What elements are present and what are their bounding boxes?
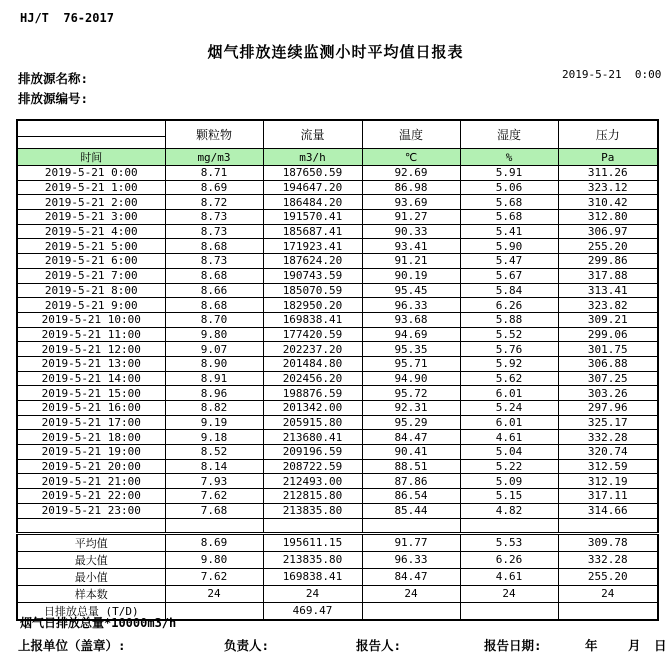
time-cell: 2019-5-21 11:00 — [17, 327, 165, 342]
value-cell: 94.90 — [362, 371, 460, 386]
value-cell: 213835.80 — [263, 503, 362, 518]
table-row — [17, 401, 658, 416]
table-row — [17, 356, 658, 371]
value-cell: 332.28 — [558, 430, 658, 445]
summary-value-cell: 4.61 — [460, 568, 558, 585]
value-cell: 5.09 — [460, 474, 558, 489]
time-cell: 2019-5-21 8:00 — [17, 283, 165, 298]
spacer-cell — [17, 518, 165, 533]
value-cell: 8.90 — [165, 356, 263, 371]
summary-value-cell: 6.26 — [460, 551, 558, 568]
value-cell: 8.73 — [165, 224, 263, 239]
daily-total-flow-note: 烟气日排放总量*10000m3/h — [20, 616, 177, 630]
value-cell: 8.68 — [165, 239, 263, 254]
time-cell: 2019-5-21 21:00 — [17, 474, 165, 489]
value-cell: 297.96 — [558, 401, 658, 416]
value-cell: 306.97 — [558, 224, 658, 239]
value-cell: 90.41 — [362, 445, 460, 460]
value-cell: 5.68 — [460, 210, 558, 225]
value-cell: 187624.20 — [263, 254, 362, 269]
value-cell: 313.41 — [558, 283, 658, 298]
value-cell: 8.14 — [165, 459, 263, 474]
value-cell: 299.86 — [558, 254, 658, 269]
value-cell: 96.33 — [362, 298, 460, 313]
time-cell: 2019-5-21 2:00 — [17, 195, 165, 210]
responsible-person-label: 负责人: — [224, 638, 270, 653]
value-cell: 299.06 — [558, 327, 658, 342]
summary-label-cell: 最小值 — [17, 568, 165, 585]
value-cell: 194647.20 — [263, 180, 362, 195]
value-cell: 95.71 — [362, 356, 460, 371]
table-row — [17, 195, 658, 210]
page-title: 烟气排放连续监测小时平均值日报表 — [207, 43, 464, 61]
unit-cell-particulate: mg/m3 — [165, 149, 263, 166]
value-cell: 177420.59 — [263, 327, 362, 342]
value-cell: 310.42 — [558, 195, 658, 210]
value-cell: 90.19 — [362, 268, 460, 283]
table-row — [17, 239, 658, 254]
time-cell: 2019-5-21 9:00 — [17, 298, 165, 313]
value-cell: 187650.59 — [263, 166, 362, 181]
value-cell: 212493.00 — [263, 474, 362, 489]
value-cell: 8.82 — [165, 401, 263, 416]
value-cell: 323.12 — [558, 180, 658, 195]
value-cell: 91.27 — [362, 210, 460, 225]
value-cell: 93.69 — [362, 195, 460, 210]
table-row — [17, 430, 658, 445]
value-cell: 320.74 — [558, 445, 658, 460]
value-cell: 317.11 — [558, 489, 658, 504]
summary-value-cell: 213835.80 — [263, 551, 362, 568]
value-cell: 9.07 — [165, 342, 263, 357]
value-cell: 185687.41 — [263, 224, 362, 239]
table-row — [17, 445, 658, 460]
table-row — [17, 474, 658, 489]
value-cell: 5.22 — [460, 459, 558, 474]
value-cell: 95.45 — [362, 283, 460, 298]
value-cell: 190743.59 — [263, 268, 362, 283]
value-cell: 92.31 — [362, 401, 460, 416]
column-header-particulate: 颗粒物 — [165, 120, 263, 149]
spacer-cell — [460, 518, 558, 533]
value-cell: 5.76 — [460, 342, 558, 357]
table-row — [17, 327, 658, 342]
report-datetime: 2019-5-21 0:00 — [562, 68, 662, 81]
time-cell: 2019-5-21 7:00 — [17, 268, 165, 283]
unit-cell-flow: m3/h — [263, 149, 362, 166]
value-cell: 9.80 — [165, 327, 263, 342]
time-cell: 2019-5-21 0:00 — [17, 166, 165, 181]
time-cell: 2019-5-21 16:00 — [17, 401, 165, 416]
value-cell: 5.84 — [460, 283, 558, 298]
value-cell: 5.67 — [460, 268, 558, 283]
table-header-row — [17, 120, 658, 137]
value-cell: 306.88 — [558, 356, 658, 371]
value-cell: 307.25 — [558, 371, 658, 386]
value-cell: 8.52 — [165, 445, 263, 460]
table-row — [17, 551, 658, 568]
value-cell: 5.06 — [460, 180, 558, 195]
value-cell: 8.72 — [165, 195, 263, 210]
summary-value-cell — [460, 602, 558, 620]
table-row — [17, 342, 658, 357]
value-cell: 171923.41 — [263, 239, 362, 254]
unit-cell-humidity: % — [460, 149, 558, 166]
table-row — [17, 415, 658, 430]
summary-value-cell — [558, 602, 658, 620]
table-row — [17, 459, 658, 474]
table-row — [17, 312, 658, 327]
summary-value-cell: 24 — [362, 585, 460, 602]
summary-value-cell: 9.80 — [165, 551, 263, 568]
table-row — [17, 268, 658, 283]
table-row — [17, 371, 658, 386]
emission-source-code-label: 排放源编号: — [18, 91, 89, 106]
value-cell: 8.96 — [165, 386, 263, 401]
day-label: 日 — [654, 638, 667, 653]
time-cell: 2019-5-21 12:00 — [17, 342, 165, 357]
summary-value-cell: 8.69 — [165, 533, 263, 551]
value-cell: 5.62 — [460, 371, 558, 386]
value-cell: 201484.80 — [263, 356, 362, 371]
summary-value-cell: 24 — [460, 585, 558, 602]
value-cell: 84.47 — [362, 430, 460, 445]
value-cell: 6.01 — [460, 386, 558, 401]
spacer-row — [17, 518, 658, 533]
summary-value-cell: 255.20 — [558, 568, 658, 585]
value-cell: 301.75 — [558, 342, 658, 357]
standard-code: HJ/T 76-2017 — [20, 11, 114, 25]
value-cell: 201342.00 — [263, 401, 362, 416]
column-header-humidity: 湿度 — [460, 120, 558, 149]
value-cell: 208722.59 — [263, 459, 362, 474]
value-cell: 5.52 — [460, 327, 558, 342]
value-cell: 7.62 — [165, 489, 263, 504]
value-cell: 5.41 — [460, 224, 558, 239]
summary-label-cell: 日排放总量 (T/D) — [17, 602, 165, 620]
value-cell: 185070.59 — [263, 283, 362, 298]
value-cell: 202456.20 — [263, 371, 362, 386]
value-cell: 86.54 — [362, 489, 460, 504]
value-cell: 314.66 — [558, 503, 658, 518]
summary-value-cell: 195611.15 — [263, 533, 362, 551]
time-cell: 2019-5-21 22:00 — [17, 489, 165, 504]
value-cell: 6.01 — [460, 415, 558, 430]
summary-value-cell: 24 — [165, 585, 263, 602]
value-cell: 182950.20 — [263, 298, 362, 313]
value-cell: 191570.41 — [263, 210, 362, 225]
value-cell: 9.18 — [165, 430, 263, 445]
value-cell: 8.66 — [165, 283, 263, 298]
column-header-flow: 流量 — [263, 120, 362, 149]
emission-source-name-label: 排放源名称: — [18, 71, 89, 86]
value-cell: 8.70 — [165, 312, 263, 327]
reporter-label: 报告人: — [356, 638, 402, 653]
value-cell: 325.17 — [558, 415, 658, 430]
value-cell: 95.29 — [362, 415, 460, 430]
unit-cell-pressure: Pa — [558, 149, 658, 166]
value-cell: 312.80 — [558, 210, 658, 225]
summary-value-cell — [362, 602, 460, 620]
value-cell: 198876.59 — [263, 386, 362, 401]
value-cell: 186484.20 — [263, 195, 362, 210]
value-cell: 9.19 — [165, 415, 263, 430]
spacer-cell — [558, 518, 658, 533]
value-cell: 90.33 — [362, 224, 460, 239]
summary-value-cell: 24 — [263, 585, 362, 602]
time-cell: 2019-5-21 3:00 — [17, 210, 165, 225]
month-label: 月 — [628, 638, 641, 653]
value-cell: 312.19 — [558, 474, 658, 489]
table-row — [17, 533, 658, 551]
time-cell: 2019-5-21 23:00 — [17, 503, 165, 518]
unit-cell-temperature: ℃ — [362, 149, 460, 166]
value-cell: 86.98 — [362, 180, 460, 195]
table-row — [17, 254, 658, 269]
summary-value-cell — [165, 602, 263, 620]
value-cell: 169838.41 — [263, 312, 362, 327]
value-cell: 5.47 — [460, 254, 558, 269]
value-cell: 95.72 — [362, 386, 460, 401]
summary-value-cell: 5.53 — [460, 533, 558, 551]
table-row — [17, 180, 658, 195]
summary-value-cell: 84.47 — [362, 568, 460, 585]
table-row — [17, 386, 658, 401]
summary-value-cell: 469.47 — [263, 602, 362, 620]
value-cell: 5.88 — [460, 312, 558, 327]
summary-value-cell: 96.33 — [362, 551, 460, 568]
year-label: 年 — [585, 638, 598, 653]
value-cell: 7.68 — [165, 503, 263, 518]
value-cell: 202237.20 — [263, 342, 362, 357]
table-row — [17, 585, 658, 602]
time-cell: 2019-5-21 10:00 — [17, 312, 165, 327]
value-cell: 323.82 — [558, 298, 658, 313]
column-header-pressure: 压力 — [558, 120, 658, 149]
summary-value-cell: 24 — [558, 585, 658, 602]
value-cell: 4.82 — [460, 503, 558, 518]
value-cell: 317.88 — [558, 268, 658, 283]
summary-value-cell: 169838.41 — [263, 568, 362, 585]
spacer-cell — [362, 518, 460, 533]
time-cell: 2019-5-21 1:00 — [17, 180, 165, 195]
value-cell: 93.41 — [362, 239, 460, 254]
time-cell: 2019-5-21 18:00 — [17, 430, 165, 445]
table-row — [17, 283, 658, 298]
time-header-cell: 时间 — [17, 149, 165, 166]
value-cell: 5.24 — [460, 401, 558, 416]
value-cell: 8.73 — [165, 210, 263, 225]
table-row — [17, 489, 658, 504]
value-cell: 95.35 — [362, 342, 460, 357]
column-header-temperature: 温度 — [362, 120, 460, 149]
value-cell: 312.59 — [558, 459, 658, 474]
summary-label-cell: 最大值 — [17, 551, 165, 568]
value-cell: 6.26 — [460, 298, 558, 313]
value-cell: 4.61 — [460, 430, 558, 445]
time-cell: 2019-5-21 14:00 — [17, 371, 165, 386]
table-row — [17, 210, 658, 225]
value-cell: 205915.80 — [263, 415, 362, 430]
value-cell: 93.68 — [362, 312, 460, 327]
value-cell: 88.51 — [362, 459, 460, 474]
spacer-cell — [263, 518, 362, 533]
hourly-report-table — [16, 119, 659, 621]
time-cell: 2019-5-21 4:00 — [17, 224, 165, 239]
table-row — [17, 298, 658, 313]
value-cell: 7.93 — [165, 474, 263, 489]
value-cell: 5.92 — [460, 356, 558, 371]
value-cell: 5.90 — [460, 239, 558, 254]
value-cell: 5.91 — [460, 166, 558, 181]
unit-row — [17, 149, 658, 166]
value-cell: 5.68 — [460, 195, 558, 210]
summary-value-cell: 309.78 — [558, 533, 658, 551]
header-blank-bottom-cell — [17, 137, 165, 149]
value-cell: 5.15 — [460, 489, 558, 504]
report-unit-label: 上报单位（盖章）: — [18, 638, 126, 653]
table-row — [17, 503, 658, 518]
value-cell: 213680.41 — [263, 430, 362, 445]
table-row — [17, 568, 658, 585]
summary-value-cell: 332.28 — [558, 551, 658, 568]
value-cell: 8.68 — [165, 268, 263, 283]
value-cell: 8.69 — [165, 180, 263, 195]
value-cell: 212815.80 — [263, 489, 362, 504]
time-cell: 2019-5-21 13:00 — [17, 356, 165, 371]
value-cell: 303.26 — [558, 386, 658, 401]
summary-value-cell: 91.77 — [362, 533, 460, 551]
time-cell: 2019-5-21 19:00 — [17, 445, 165, 460]
time-cell: 2019-5-21 17:00 — [17, 415, 165, 430]
value-cell: 8.71 — [165, 166, 263, 181]
value-cell: 255.20 — [558, 239, 658, 254]
value-cell: 8.91 — [165, 371, 263, 386]
value-cell: 209196.59 — [263, 445, 362, 460]
summary-label-cell: 平均值 — [17, 533, 165, 551]
value-cell: 8.68 — [165, 298, 263, 313]
spacer-cell — [165, 518, 263, 533]
time-cell: 2019-5-21 6:00 — [17, 254, 165, 269]
header-blank-top-cell — [17, 120, 165, 137]
table-row — [17, 224, 658, 239]
report-date-label: 报告日期: — [484, 638, 542, 653]
value-cell: 92.69 — [362, 166, 460, 181]
value-cell: 5.04 — [460, 445, 558, 460]
value-cell: 309.21 — [558, 312, 658, 327]
summary-value-cell: 7.62 — [165, 568, 263, 585]
time-cell: 2019-5-21 5:00 — [17, 239, 165, 254]
value-cell: 91.21 — [362, 254, 460, 269]
value-cell: 94.69 — [362, 327, 460, 342]
time-cell: 2019-5-21 20:00 — [17, 459, 165, 474]
table-row — [17, 166, 658, 181]
value-cell: 87.86 — [362, 474, 460, 489]
summary-label-cell: 样本数 — [17, 585, 165, 602]
value-cell: 85.44 — [362, 503, 460, 518]
time-cell: 2019-5-21 15:00 — [17, 386, 165, 401]
value-cell: 8.73 — [165, 254, 263, 269]
value-cell: 311.26 — [558, 166, 658, 181]
